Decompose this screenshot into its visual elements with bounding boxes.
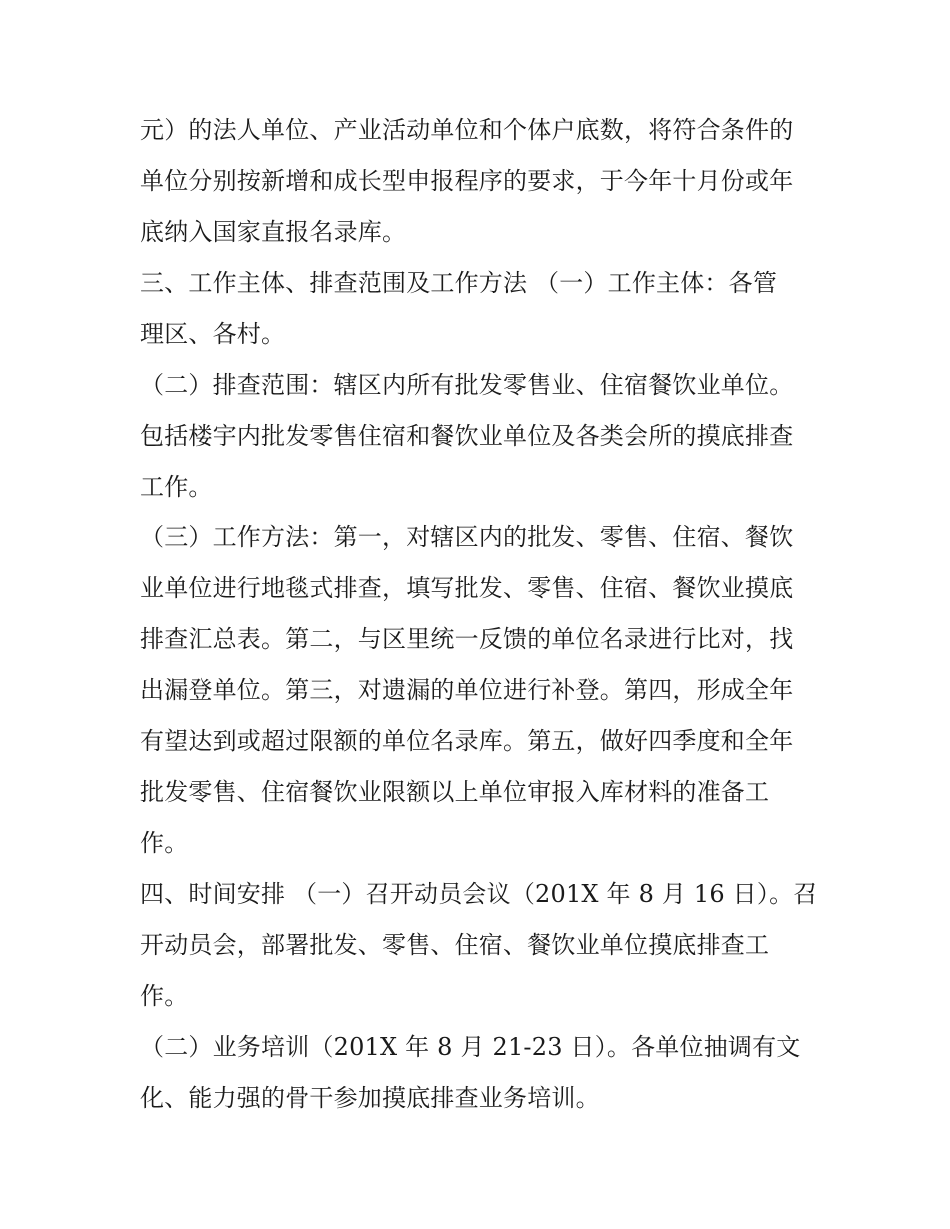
- section-heading-line: 三、工作主体、排查范围及工作方法 （一）工作主体：各管: [140, 269, 778, 297]
- text-line: 作。: [140, 829, 189, 857]
- text-line: 单位分别按新增和成长型申报程序的要求，于今年十月份或年: [140, 167, 794, 195]
- text-line: 有望达到或超过限额的单位名录库。第五，做好四季度和全年: [140, 727, 794, 755]
- text-line: 元）的法人单位、产业活动单位和个体户底数，将符合条件的: [140, 116, 794, 144]
- text-line: （三）工作方法：第一，对辖区内的批发、零售、住宿、餐饮: [140, 523, 794, 551]
- text-line: 作。: [140, 982, 189, 1010]
- text-line: （二）排查范围：辖区内所有批发零售业、住宿餐饮业单位。: [140, 371, 794, 399]
- text-line: 开动员会，部署批发、零售、住宿、餐饮业单位摸底排查工: [140, 931, 770, 959]
- text-line: 排查汇总表。第二，与区里统一反馈的单位名录进行比对，找: [140, 625, 794, 653]
- text-line: 化、能力强的骨干参加摸底排查业务培训。: [140, 1084, 600, 1112]
- text-line: 理区、各村。: [140, 320, 286, 348]
- text-line: （二）业务培训（201X 年 8 月 21-23 日）。各单位抽调有文: [140, 1033, 801, 1061]
- text-line: 批发零售、住宿餐饮业限额以上单位审报入库材料的准备工: [140, 778, 770, 806]
- text-line: 底纳入国家直报名录库。: [140, 218, 407, 246]
- text-line: 出漏登单位。第三，对遗漏的单位进行补登。第四，形成全年: [140, 676, 794, 704]
- section-heading-line: 四、时间安排 （一）召开动员会议（201X 年 8 月 16 日）。召: [140, 880, 818, 908]
- text-line: 包括楼宇内批发零售住宿和餐饮业单位及各类会所的摸底排查: [140, 422, 794, 450]
- text-line: 业单位进行地毯式排查，填写批发、零售、住宿、餐饮业摸底: [140, 574, 794, 602]
- text-line: 工作。: [140, 473, 213, 501]
